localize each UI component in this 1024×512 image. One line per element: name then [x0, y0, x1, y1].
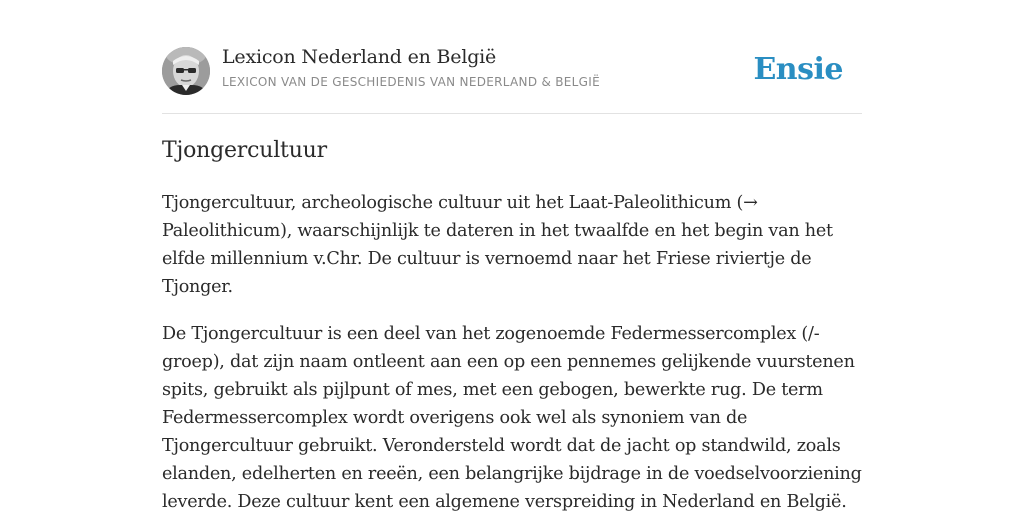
article-paragraph: De Tjongercultuur is een deel van het zogenoemde Federmessercomplex (/-groep), dat zijn naam ontleent aan een op een pennemes gelijkende vuurstenen spits, gebruikt als pijlpunt of mes, met een gebogen, bewerkte rug. De term Federmessercomplex wordt overigens ook wel als synoniem van de Tjongercultuur gebruikt. Verondersteld wordt dat de jacht op standwild, zoals elanden, edelherten en reeën, een belangrijke bijdrage in de voedselvoorziening leverde. Deze cultuur kent een algemene verspreiding in Nederland en België. — [162, 324, 862, 512]
article-body — [162, 189, 862, 512]
cross-reference-arrow-icon: → — [743, 193, 758, 213]
cross-reference-link[interactable]: Paleolithicum — [162, 221, 281, 241]
portrait-image — [162, 47, 210, 95]
article-title: Tjongercultuur — [162, 138, 327, 163]
article-paragraph — [162, 189, 862, 301]
content-column — [162, 0, 862, 512]
paragraph-text: Tjongercultuur, archeologische cultuur uit het Laat-Paleolithicum ( — [162, 193, 744, 213]
paragraph-text: ), waarschijnlijk te dateren in het twaalfde en het begin van het elfde millennium v.Chr. De cultuur is vernoemd naar het Friese riviertje de Tjonger. — [162, 221, 833, 297]
author-avatar[interactable] — [162, 47, 210, 95]
lexicon-subtitle: LEXICON VAN DE GESCHIEDENIS VAN NEDERLAND & BELGIË — [222, 75, 600, 89]
lexicon-header — [162, 0, 862, 114]
lexicon-title[interactable]: Lexicon Nederland en België — [222, 46, 497, 68]
ensie-logo[interactable]: Ensie — [753, 52, 843, 87]
